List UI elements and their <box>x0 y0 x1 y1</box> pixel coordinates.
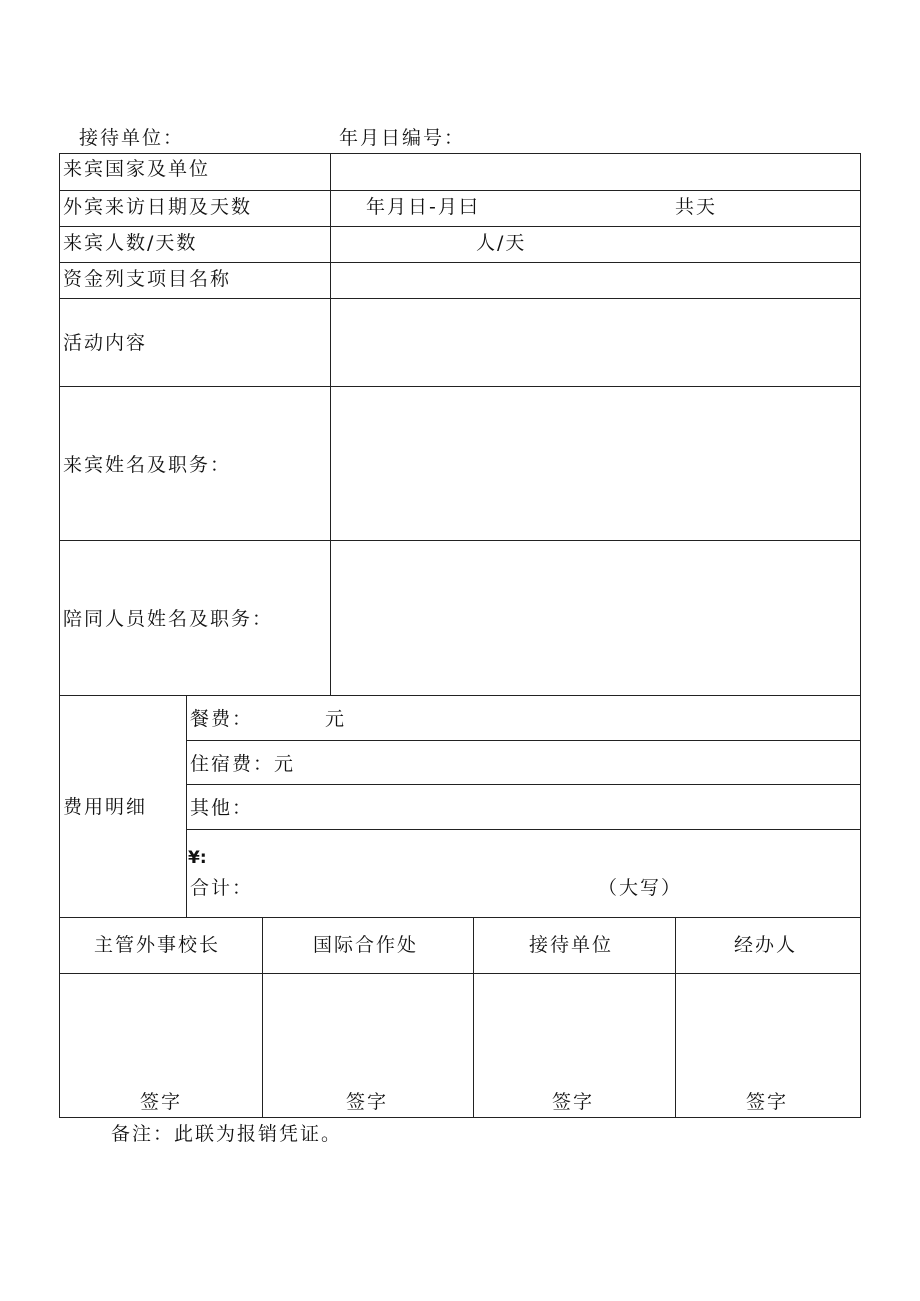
date-number-label: 年月日编号： <box>339 127 466 149</box>
activity-label: 活动内容 <box>63 332 148 354</box>
visitor-count-label: 来宾人数/天数 <box>63 232 198 254</box>
signature-label: 签字 <box>140 1091 183 1113</box>
lodging-fee-label: 住宿费：元 <box>190 753 296 775</box>
guest-names-label: 来宾姓名及职务： <box>63 454 232 476</box>
remarks-note: 备注：此联为报销凭证。 <box>111 1123 343 1145</box>
visit-date-range: 年月日-月曰 <box>366 196 480 218</box>
capital-amount-note: （大写） <box>598 877 683 899</box>
visit-dates-label: 外宾来访日期及天数 <box>63 196 253 218</box>
expenses-label: 费用明细 <box>63 796 148 818</box>
meal-fee-unit: 元 <box>325 708 347 730</box>
signoff-header-handler: 经办人 <box>734 934 798 956</box>
meal-fee-label: 餐费： <box>190 708 254 730</box>
visitor-count-unit: 人/天 <box>476 232 527 254</box>
country-unit-label: 来宾国家及单位 <box>63 158 211 180</box>
currency-symbol: ¥: <box>188 848 207 868</box>
signoff-header-intl-cooperation: 国际合作处 <box>313 934 419 956</box>
signoff-header-receiving-unit: 接待单位 <box>529 934 614 956</box>
signature-label: 签字 <box>346 1091 389 1113</box>
signature-label: 签字 <box>552 1091 595 1113</box>
visit-total-days: 共天 <box>675 196 718 218</box>
fund-item-label: 资金列支项目名称 <box>63 268 232 290</box>
total-label: 合计： <box>190 877 254 899</box>
companion-names-label: 陪同人员姓名及职务： <box>63 608 274 630</box>
other-fee-label: 其他： <box>190 797 254 819</box>
signature-label: 签字 <box>746 1091 789 1113</box>
signoff-header-vice-president: 主管外事校长 <box>94 934 221 956</box>
receiving-unit-label: 接待单位： <box>79 127 185 149</box>
